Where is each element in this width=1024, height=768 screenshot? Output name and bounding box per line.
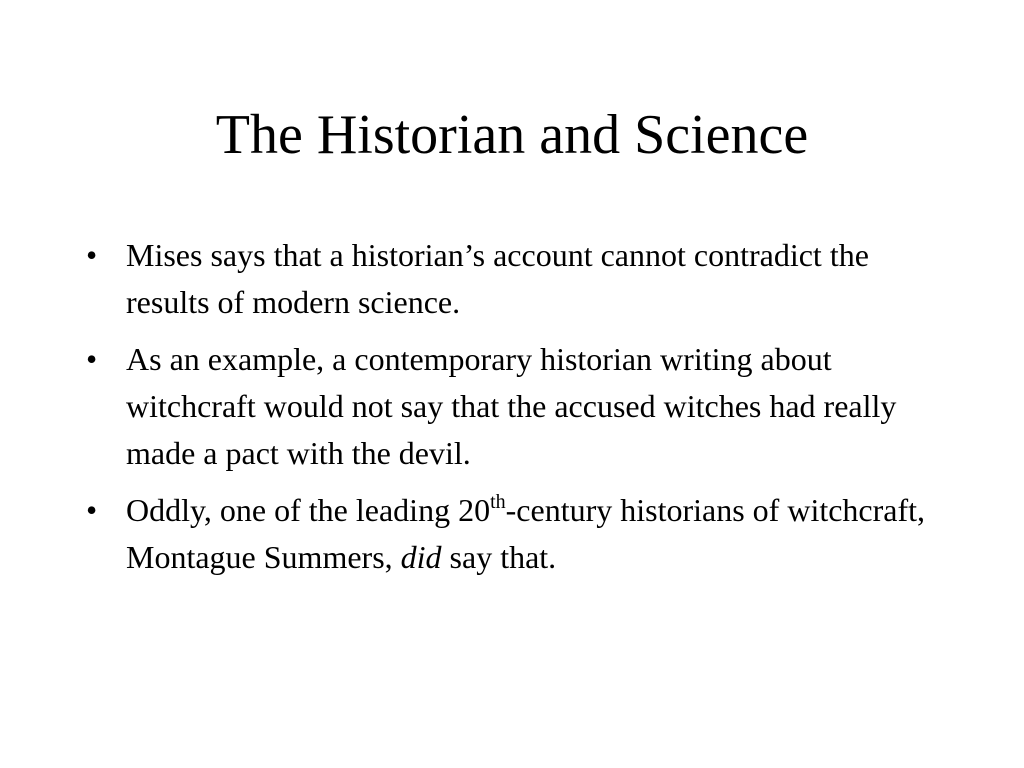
bullet-text-before: Oddly, one of the leading 20 xyxy=(126,492,491,528)
bullet-marker: • xyxy=(86,237,98,273)
bullet-marker: • xyxy=(86,492,98,528)
list-item xyxy=(86,336,946,477)
slide-title: The Historian and Science xyxy=(215,104,809,166)
bullet-list xyxy=(86,232,946,591)
bullet-text: Mises says that a historian’s account cannot contradict the results of modern science. xyxy=(126,237,869,320)
bullet-text-after: say that. xyxy=(441,539,557,575)
bullet-text xyxy=(126,492,925,575)
list-item xyxy=(86,487,946,581)
list-item xyxy=(86,232,946,326)
emphasis-text: did xyxy=(400,539,442,575)
bullet-marker: • xyxy=(86,341,98,377)
bullet-text: As an example, a contemporary historian writing about witchcraft would not say that the accused witches had really made a pact with the devil. xyxy=(126,341,897,471)
ordinal-superscript: th xyxy=(490,491,506,513)
bullet-text-middle: -century historians of witchcraft, Montague Summers, xyxy=(126,492,926,575)
